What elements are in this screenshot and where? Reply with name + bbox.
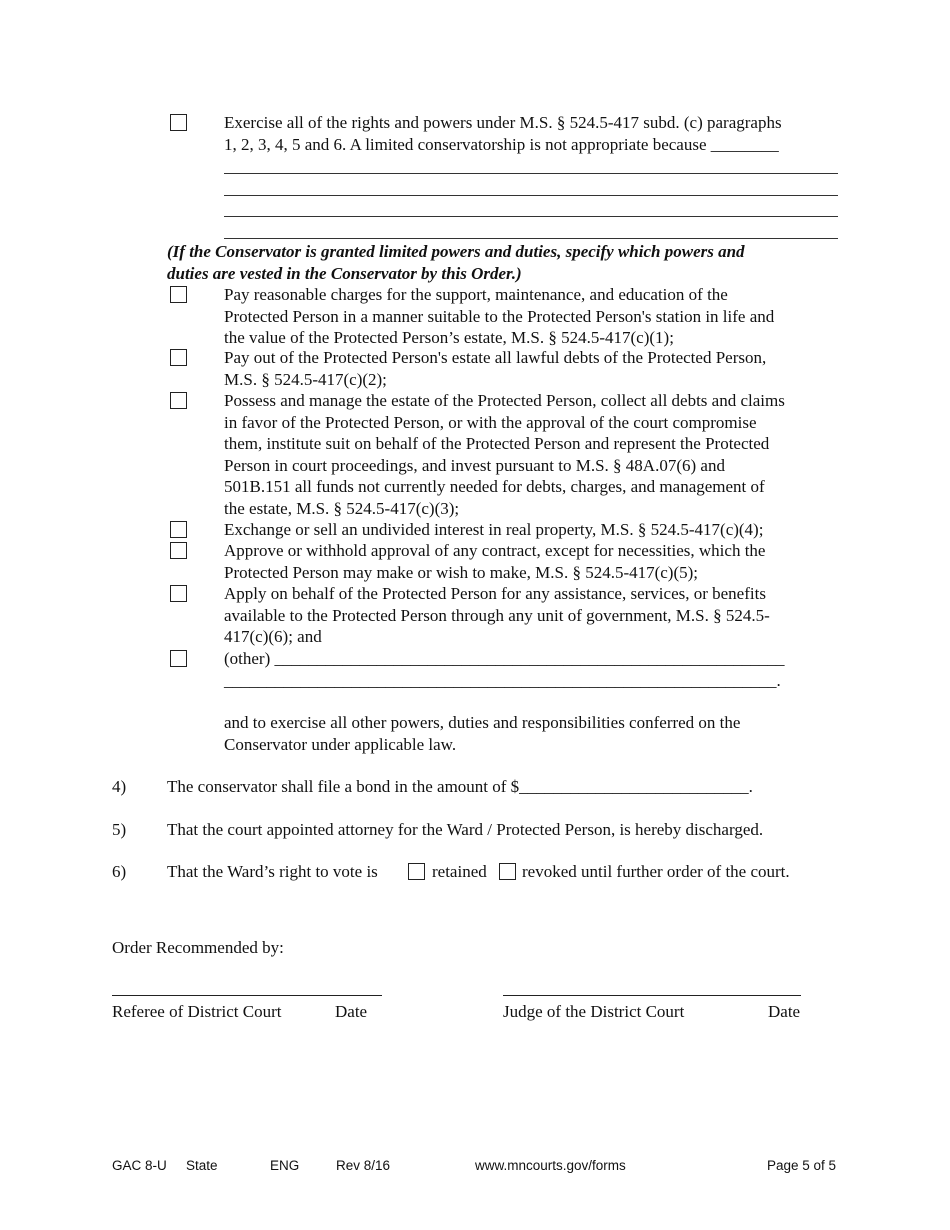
- text-line: the value of the Protected Person’s estate, M.S. § 524.5-417(c)(1);: [224, 328, 674, 347]
- item-number: 5): [112, 820, 127, 839]
- power-real-property-text: [224, 519, 763, 541]
- power-manage-estate-text: [224, 390, 785, 519]
- text-line: 1, 2, 3, 4, 5 and 6. A limited conservatorship is not appropriate because ________: [224, 134, 779, 154]
- text-line: 501B.151 all funds not currently needed for debts, charges, and management of: [224, 477, 765, 496]
- power-support-text: [224, 284, 774, 349]
- referee-signature-line[interactable]: [112, 995, 382, 996]
- text-line: and to exercise all other powers, duties and responsibilities conferred on the: [224, 713, 741, 732]
- attorney-discharge-text: That the court appointed attorney for the Ward / Protected Person, is hereby discharged.: [167, 820, 764, 839]
- text-line: 417(c)(6); and: [224, 627, 322, 646]
- power-government-benefits-checkbox[interactable]: [170, 585, 187, 602]
- blank-rule: [224, 195, 838, 196]
- vote-revoked-label: revoked until further order of the court.: [522, 862, 790, 881]
- power-government-benefits-text: [224, 583, 770, 648]
- text-line: Apply on behalf of the Protected Person for any assistance, services, or benefits: [224, 584, 766, 603]
- power-other-text: [224, 648, 785, 691]
- text-line: available to the Protected Person through any unit of government, M.S. § 524.5-: [224, 605, 770, 625]
- bond-text: The conservator shall file a bond in the amount of $___________________________.: [167, 777, 753, 796]
- referee-label: Referee of District Court: [112, 1002, 282, 1021]
- judge-label: Judge of the District Court: [503, 1002, 685, 1021]
- footer-revision: Rev 8/16: [336, 1158, 391, 1173]
- text-line: Exercise all of the rights and powers under M.S. § 524.5-417 subd. (c) paragraphs: [224, 113, 782, 132]
- text-line: Exchange or sell an undivided interest in real property, M.S. § 524.5-417(c)(4);: [224, 520, 764, 539]
- blank-rule: [224, 238, 838, 239]
- power-manage-estate-checkbox[interactable]: [170, 392, 187, 409]
- text-line: Protected Person may make or wish to make, M.S. § 524.5-417(c)(5);: [224, 562, 699, 582]
- text-line: Approve or withhold approval of any contract, except for necessities, which the: [224, 541, 766, 560]
- text-line: in favor of the Protected Person, or with the approval of the court compromise: [224, 412, 757, 432]
- item-number: 6): [112, 862, 127, 881]
- footer-form-id: GAC 8-U: [112, 1158, 167, 1173]
- power-contracts-text: [224, 540, 765, 583]
- text-line: _________________________________________________________________.: [224, 670, 781, 690]
- exercise-all-text: [224, 112, 782, 155]
- power-debts-text: [224, 347, 766, 390]
- power-other-checkbox[interactable]: [170, 650, 187, 667]
- referee-date-label: Date: [335, 1002, 368, 1021]
- power-contracts-checkbox[interactable]: [170, 542, 187, 559]
- text-line: them, institute suit on behalf of the Protected Person and represent the Protected: [224, 434, 770, 453]
- text-line: duties are vested in the Conservator by this Order.): [167, 263, 522, 283]
- limited-powers-heading: [167, 241, 745, 284]
- text-line: the estate, M.S. § 524.5-417(c)(3);: [224, 498, 460, 518]
- text-line: M.S. § 524.5-417(c)(2);: [224, 369, 387, 389]
- text-line: Pay reasonable charges for the support, maintenance, and education of the: [224, 285, 728, 304]
- power-support-checkbox[interactable]: [170, 286, 187, 303]
- power-real-property-checkbox[interactable]: [170, 521, 187, 538]
- vote-revoked-checkbox[interactable]: [499, 863, 516, 880]
- text-line: Protected Person in a manner suitable to the Protected Person's station in life and: [224, 306, 775, 326]
- text-line: Pay out of the Protected Person's estate all lawful debts of the Protected Person,: [224, 348, 767, 367]
- footer-jurisdiction: State: [186, 1158, 218, 1173]
- vote-retained-checkbox[interactable]: [408, 863, 425, 880]
- text-line: (other) ____________________________________________________________: [224, 649, 785, 668]
- blank-rule: [224, 216, 838, 217]
- footer-page-number: Page 5 of 5: [767, 1158, 837, 1173]
- footer-language: ENG: [270, 1158, 300, 1173]
- text-line: (If the Conservator is granted limited powers and duties, specify which powers and: [167, 242, 745, 261]
- vote-retained-label: retained: [432, 862, 487, 881]
- judge-signature-line[interactable]: [503, 995, 801, 996]
- text-line: Possess and manage the estate of the Protected Person, collect all debts and claims: [224, 391, 785, 410]
- judge-date-label: Date: [768, 1002, 801, 1021]
- closing-paragraph: [224, 712, 740, 755]
- recommended-by-label: Order Recommended by:: [112, 938, 284, 957]
- power-debts-checkbox[interactable]: [170, 349, 187, 366]
- vote-text: That the Ward’s right to vote is: [167, 862, 378, 881]
- exercise-all-checkbox[interactable]: [170, 114, 187, 131]
- item-number: 4): [112, 777, 127, 796]
- footer-url[interactable]: www.mncourts.gov/forms: [475, 1158, 626, 1173]
- text-line: Conservator under applicable law.: [224, 734, 457, 754]
- blank-rule: [224, 173, 838, 174]
- text-line: Person in court proceedings, and invest pursuant to M.S. § 48A.07(6) and: [224, 455, 725, 475]
